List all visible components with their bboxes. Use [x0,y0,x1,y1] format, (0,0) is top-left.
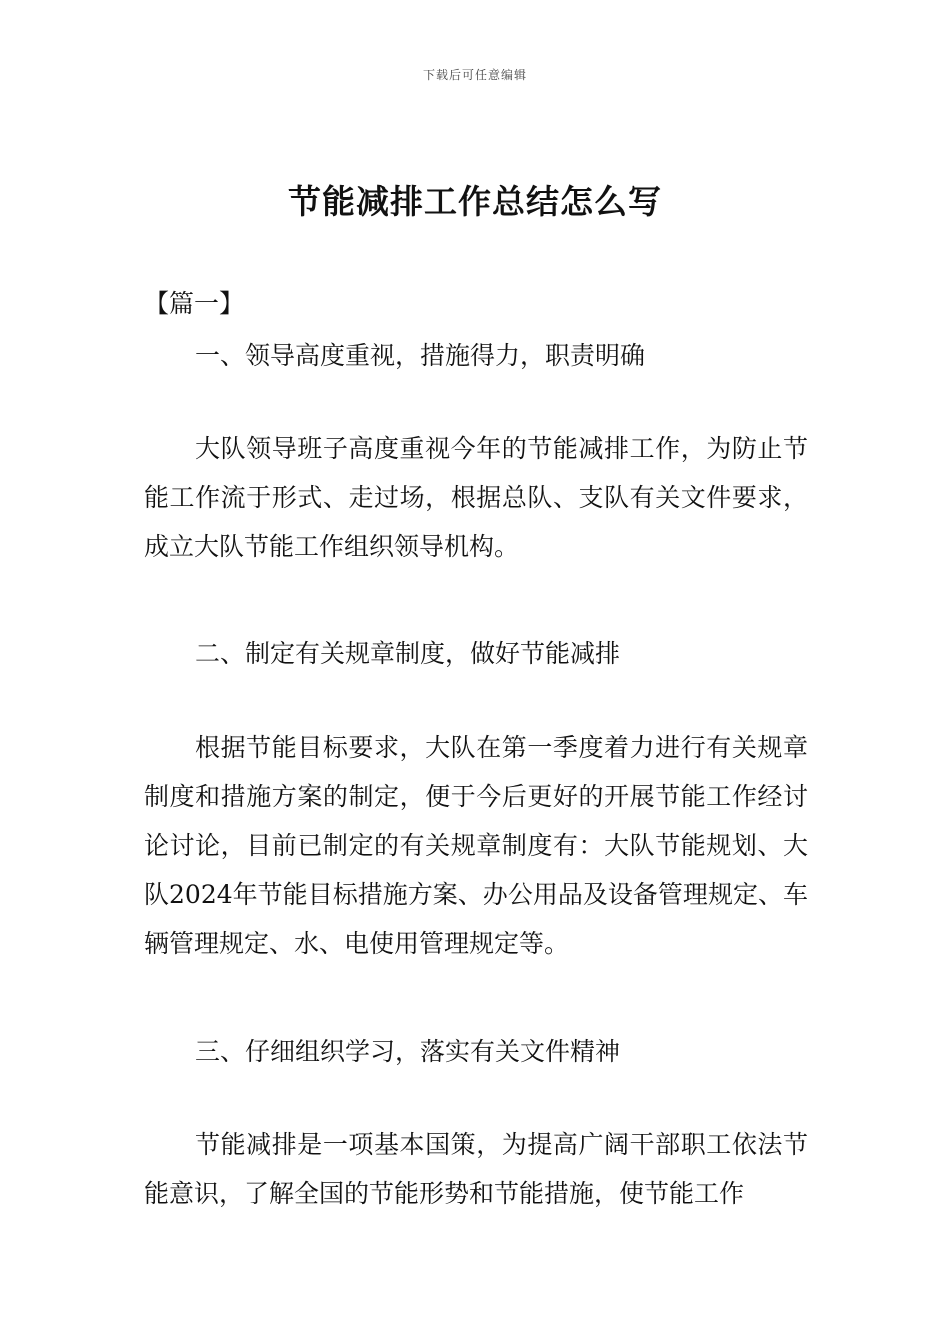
section-heading-1: 一、领导高度重视，措施得力，职责明确 [195,341,646,370]
section-tag: 【篇一】 [144,289,245,318]
header-note: 下载后可任意编辑 [422,68,527,82]
paragraph-2: 根据节能目标要求，大队在第一季度着力进行有关规章制度和措施方案的制定，便于今后更好的开展节能工作经讨论讨论，目前已制定的有关规章制度有：大队节能规划、大队2024年节能目标措施方案、办公用品及设备管理规定、车辆管理规定、水、电使用管理规定等。 [144,733,808,958]
document-title: 节能减排工作总结怎么写 [288,182,662,221]
paragraph-1: 大队领导班子高度重视今年的节能减排工作，为防止节能工作流于形式、走过场，根据总队、支队有关文件要求，成立大队节能工作组织领导机构。 [144,434,808,561]
section-heading-2: 二、制定有关规章制度，做好节能减排 [195,639,621,668]
section-heading-3: 三、仔细组织学习，落实有关文件精神 [195,1037,621,1066]
paragraph-3: 节能减排是一项基本国策，为提高广阔干部职工依法节能意识，了解全国的节能形势和节能措施，使节能工作 [144,1130,808,1208]
